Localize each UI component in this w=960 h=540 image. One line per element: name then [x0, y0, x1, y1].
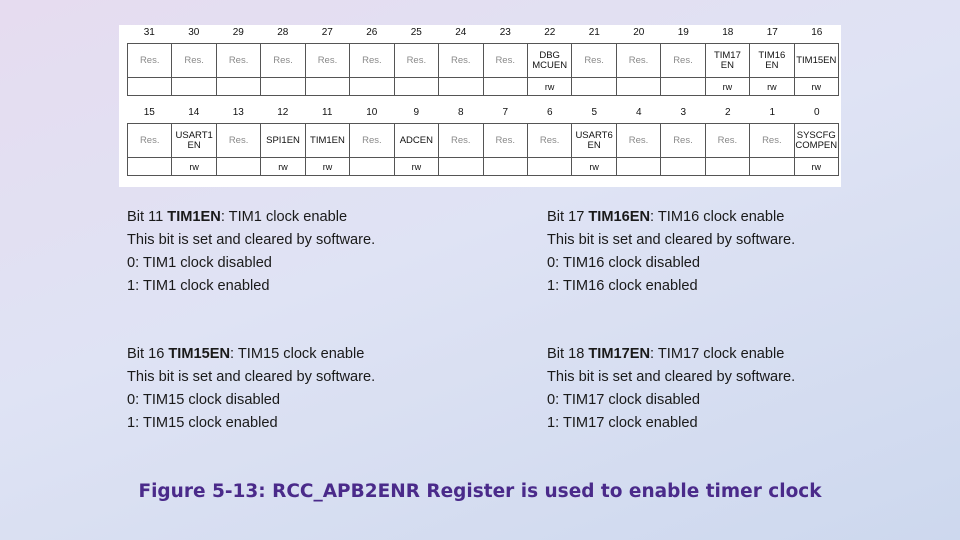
bit-field-name: Res.: [705, 124, 749, 158]
bit-field-name: Res.: [216, 44, 260, 78]
bit-field-name: TIM17 EN: [705, 44, 749, 78]
bit-number: 12: [277, 107, 289, 118]
description-line: 1: TIM1 clock enabled: [127, 278, 270, 294]
bit-access: rw: [794, 158, 838, 176]
bit-field-name: Res.: [661, 124, 705, 158]
bit-number: 9: [413, 107, 420, 118]
bit-number: 11: [322, 107, 333, 118]
description-line: 0: TIM1 clock disabled: [127, 255, 272, 271]
bit-number: 2: [724, 107, 731, 118]
bit-access: [527, 158, 571, 176]
bit-number: 31: [143, 27, 155, 38]
description-line: This bit is set and cleared by software.: [127, 232, 376, 248]
bit-number: 29: [232, 27, 244, 38]
bit-access: [483, 78, 527, 96]
bit-access: [172, 78, 216, 96]
bit-field-name: TIM16 EN: [750, 44, 794, 78]
bit-number: 17: [766, 27, 778, 38]
bit-access: [705, 158, 749, 176]
register-diagram: [119, 25, 841, 187]
bit-number: 18: [722, 27, 734, 38]
bit-access: [350, 158, 394, 176]
bit-access: [483, 158, 527, 176]
bit-field-name: Res.: [483, 124, 527, 158]
upper-register-row: [127, 43, 839, 96]
bit-access: [616, 78, 660, 96]
bit-field-name: Res.: [483, 44, 527, 78]
bit-number: 27: [321, 27, 333, 38]
bit-number: 13: [232, 107, 244, 118]
bit-access: rw: [527, 78, 571, 96]
bit-number: 1: [769, 107, 776, 118]
figure-caption: Figure 5-13: RCC_APB2ENR Register is used to enable timer clock: [138, 481, 822, 502]
bit-field-name: Res.: [439, 124, 483, 158]
lower-register-row: [127, 123, 839, 176]
bit-field-name: Res.: [216, 124, 260, 158]
bit-number: 23: [499, 27, 511, 38]
bit-number: 7: [502, 107, 509, 118]
bit-field-name: USART6 EN: [572, 124, 616, 158]
bit-number: 24: [455, 27, 467, 38]
bit-field-name: Res.: [394, 44, 438, 78]
bit-field-name: Res.: [527, 124, 571, 158]
bit-number: 14: [188, 107, 200, 118]
description-title: Bit 18 TIM17EN: TIM17 clock enable: [547, 346, 785, 362]
bit-access: [394, 78, 438, 96]
bit-number: 5: [591, 107, 598, 118]
bit-field-name: Res.: [572, 44, 616, 78]
tim17en-description: [547, 343, 867, 435]
bit-access: rw: [750, 78, 794, 96]
bit-field-name: ADCEN: [394, 124, 438, 158]
bit-field-name: Res.: [616, 44, 660, 78]
bit-field-name: Res.: [350, 124, 394, 158]
bit-field-name: Res.: [439, 44, 483, 78]
bit-field-name: Res.: [750, 124, 794, 158]
bit-field-name: Res.: [661, 44, 705, 78]
bit-number: 30: [188, 27, 200, 38]
bit-field-name: USART1 EN: [172, 124, 216, 158]
bit-number: 6: [546, 107, 553, 118]
bit-number: 20: [633, 27, 645, 38]
bit-number: 16: [811, 27, 823, 38]
upper-bit-numbers: [127, 25, 839, 41]
description-line: 0: TIM16 clock disabled: [547, 255, 701, 271]
bit-field-name: Res.: [305, 44, 349, 78]
bit-number: 21: [588, 27, 600, 38]
bit-field-name: SPI1EN: [261, 124, 305, 158]
bit-field-name: Res.: [616, 124, 660, 158]
bit-access: rw: [705, 78, 749, 96]
bit-number: 8: [457, 107, 464, 118]
bit-field-name: TIM1EN: [305, 124, 349, 158]
bit-access: rw: [394, 158, 438, 176]
tim1en-description: [127, 206, 447, 298]
bit-field-name: Res.: [128, 124, 172, 158]
bit-number: 4: [635, 107, 642, 118]
bit-access: [216, 78, 260, 96]
description-line: This bit is set and cleared by software.: [547, 369, 796, 385]
bit-number: 15: [143, 107, 155, 118]
bit-access: rw: [172, 158, 216, 176]
description-title: Bit 16 TIM15EN: TIM15 clock enable: [127, 346, 365, 362]
bit-field-name: TIM15EN: [794, 44, 838, 78]
description-title: Bit 11 TIM1EN: TIM1 clock enable: [127, 209, 348, 225]
bit-number: 26: [366, 27, 378, 38]
bit-access: [661, 158, 705, 176]
bit-number: 22: [544, 27, 556, 38]
bit-field-name: DBG MCUEN: [527, 44, 571, 78]
bit-access: [616, 158, 660, 176]
bit-access: rw: [305, 158, 349, 176]
bit-number: 10: [366, 107, 378, 118]
bit-field-name: Res.: [128, 44, 172, 78]
bit-access: [128, 78, 172, 96]
bit-field-name: Res.: [172, 44, 216, 78]
description-line: 1: TIM16 clock enabled: [547, 278, 698, 294]
bit-number: 28: [277, 27, 289, 38]
lower-bit-numbers: [127, 105, 839, 121]
description-line: 1: TIM15 clock enabled: [127, 415, 278, 431]
tim15en-description: [127, 343, 447, 435]
bit-access: rw: [794, 78, 838, 96]
bit-access: rw: [261, 158, 305, 176]
description-title: Bit 17 TIM16EN: TIM16 clock enable: [547, 209, 785, 225]
description-line: 1: TIM17 clock enabled: [547, 415, 698, 431]
description-line: 0: TIM15 clock disabled: [127, 392, 281, 408]
bit-access: [750, 158, 794, 176]
bit-access: [661, 78, 705, 96]
bit-access: [439, 158, 483, 176]
bit-field-name: Res.: [261, 44, 305, 78]
bit-field-name: SYSCFG COMPEN: [794, 124, 838, 158]
bit-field-name: Res.: [350, 44, 394, 78]
tim16en-description: [547, 206, 867, 298]
bit-access: [261, 78, 305, 96]
bit-number: 3: [680, 107, 687, 118]
bit-access: [350, 78, 394, 96]
bit-access: [439, 78, 483, 96]
description-line: This bit is set and cleared by software.: [127, 369, 376, 385]
bit-access: [305, 78, 349, 96]
bit-number: 0: [813, 107, 820, 118]
bit-number: 25: [410, 27, 422, 38]
bit-access: rw: [572, 158, 616, 176]
description-line: This bit is set and cleared by software.: [547, 232, 796, 248]
bit-access: [572, 78, 616, 96]
bit-access: [128, 158, 172, 176]
bit-access: [216, 158, 260, 176]
description-line: 0: TIM17 clock disabled: [547, 392, 701, 408]
bit-number: 19: [677, 27, 689, 38]
